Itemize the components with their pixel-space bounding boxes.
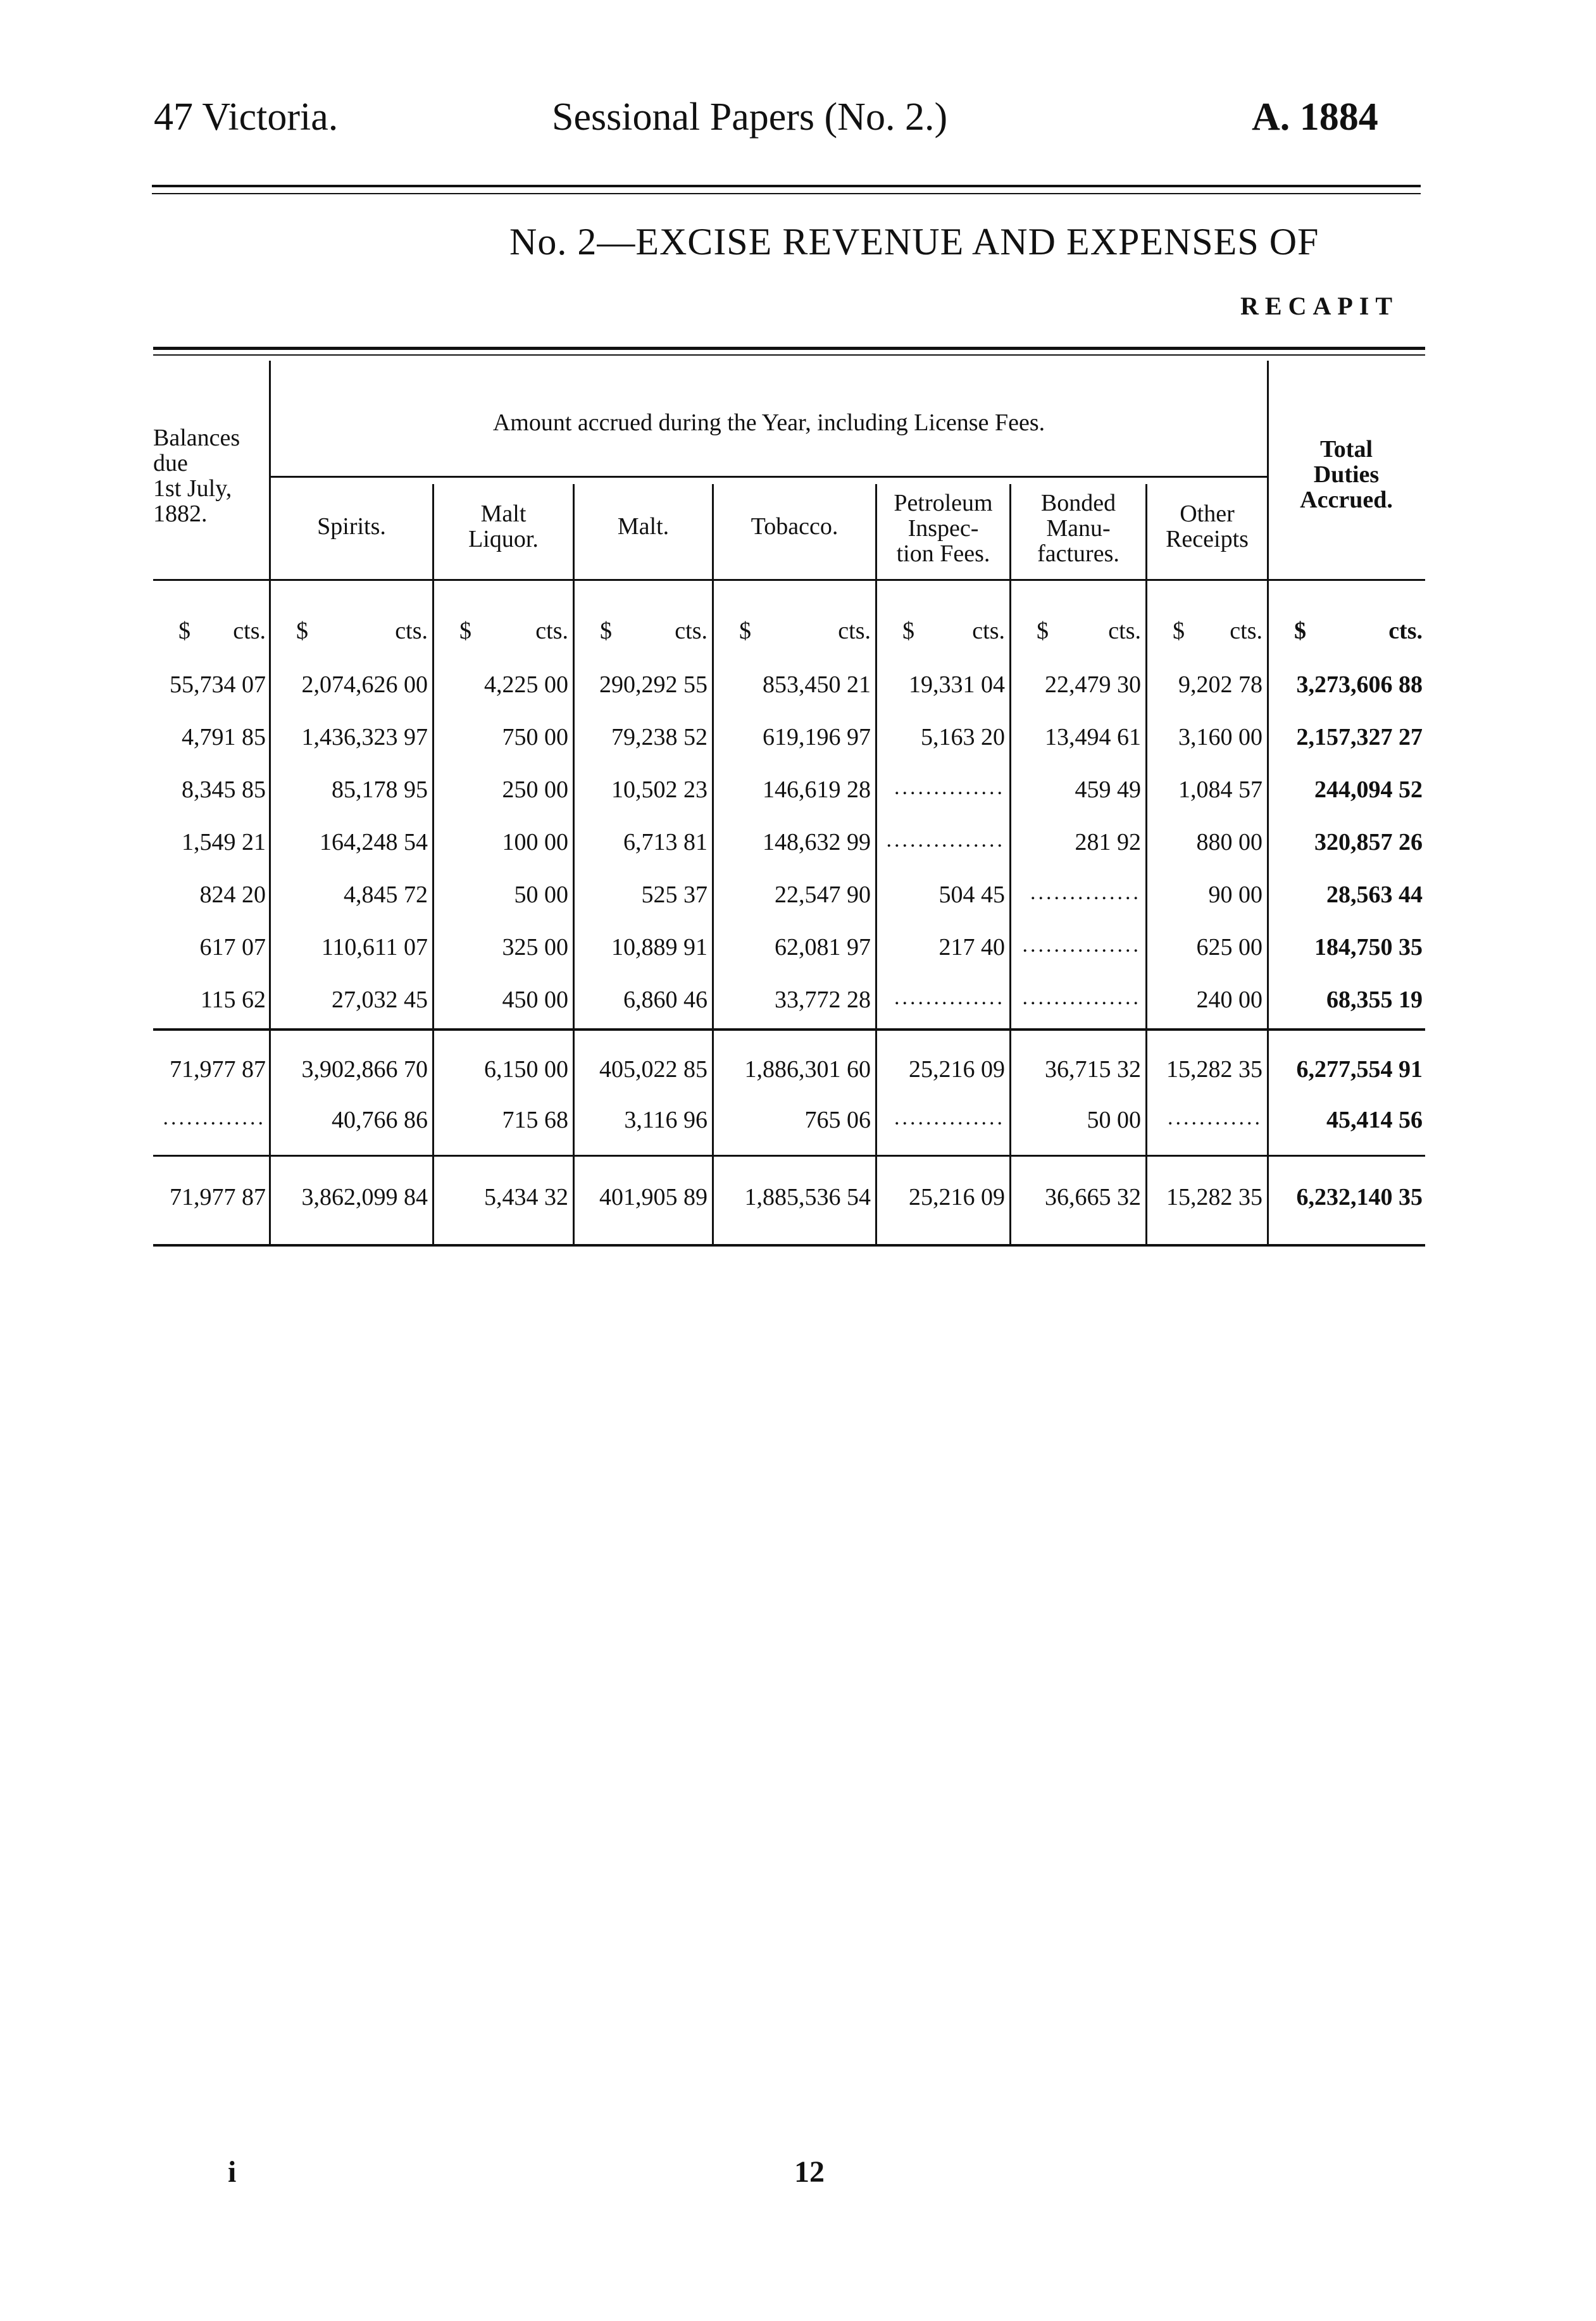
cell-balances: 8,345 85 bbox=[182, 776, 266, 803]
cell-bonded: ............... bbox=[1022, 933, 1141, 957]
cell-spirits: 85,178 95 bbox=[332, 776, 428, 803]
cell-petroleum: 217 40 bbox=[938, 934, 1005, 961]
cell-tobacco: 1,886,301 60 bbox=[744, 1056, 871, 1083]
col-header-tobacco: Tobacco. bbox=[751, 513, 839, 540]
cell-malt: 6,713 81 bbox=[623, 829, 708, 856]
cell-malt-liquor: 250 00 bbox=[502, 776, 568, 803]
cell-total: 244,094 52 bbox=[1314, 776, 1423, 803]
unit-label-petroleum bbox=[883, 617, 1005, 645]
cell-balances: 4,791 85 bbox=[182, 724, 266, 750]
header-rule-bottom bbox=[152, 193, 1421, 194]
cell-other: 880 00 bbox=[1196, 829, 1262, 856]
cell-bonded: .............. bbox=[1030, 881, 1141, 904]
unit-dollar: $ bbox=[600, 618, 612, 644]
unit-cents: cts. bbox=[535, 618, 568, 644]
cell-spirits: 3,862,099 84 bbox=[301, 1184, 428, 1210]
cell-total: 3,273,606 88 bbox=[1296, 671, 1423, 698]
unit-cents: cts. bbox=[1108, 618, 1141, 644]
table-row bbox=[0, 933, 1596, 984]
unit-label-malt-liquor bbox=[440, 617, 568, 645]
unit-label-spirits bbox=[277, 617, 428, 645]
table-title: No. 2—EXCISE REVENUE AND EXPENSES OF bbox=[509, 221, 1319, 263]
cell-tobacco: 148,632 99 bbox=[763, 829, 871, 856]
cell-malt-liquor: 50 00 bbox=[514, 881, 568, 908]
cell-bonded: ............... bbox=[1022, 986, 1141, 1009]
unit-dollar: $ bbox=[902, 618, 914, 644]
cell-malt-liquor: 450 00 bbox=[502, 986, 568, 1013]
unit-dollar: $ bbox=[459, 618, 471, 644]
cell-other: 9,202 78 bbox=[1178, 671, 1262, 698]
cell-total: 184,750 35 bbox=[1314, 934, 1423, 961]
unit-cents: cts. bbox=[395, 618, 428, 644]
cell-total: 28,563 44 bbox=[1326, 881, 1423, 908]
unit-label-balances bbox=[159, 617, 266, 645]
cell-petroleum: 25,216 09 bbox=[909, 1184, 1005, 1210]
group-header-rule bbox=[271, 476, 1267, 478]
cell-malt: 525 37 bbox=[641, 881, 708, 908]
cell-other: 625 00 bbox=[1196, 934, 1262, 961]
unit-dollar: $ bbox=[1173, 618, 1185, 644]
cell-total: 45,414 56 bbox=[1326, 1107, 1423, 1133]
cell-spirits: 2,074,626 00 bbox=[301, 671, 428, 698]
header-rule-top bbox=[152, 185, 1421, 187]
cell-malt: 79,238 52 bbox=[611, 724, 708, 750]
table-subtitle: RECAPIT bbox=[1240, 292, 1399, 320]
cell-petroleum: 19,331 04 bbox=[909, 671, 1005, 698]
cell-malt-liquor: 6,150 00 bbox=[484, 1056, 568, 1083]
total-rule bbox=[153, 1155, 1425, 1157]
cell-malt-liquor: 325 00 bbox=[502, 934, 568, 961]
cell-petroleum: .............. bbox=[894, 776, 1005, 799]
unit-cents: cts. bbox=[972, 618, 1005, 644]
cell-spirits: 164,248 54 bbox=[320, 829, 428, 856]
cell-tobacco: 146,619 28 bbox=[763, 776, 871, 803]
col-header-petroleum: Petroleum Inspec- tion Fees. bbox=[894, 490, 993, 567]
cell-balances: 1,549 21 bbox=[182, 829, 266, 856]
cell-malt-liquor: 5,434 32 bbox=[484, 1184, 568, 1210]
unit-label-other bbox=[1154, 617, 1262, 645]
cell-balances: 71,977 87 bbox=[170, 1184, 266, 1210]
cell-balances: 824 20 bbox=[199, 881, 266, 908]
cell-total: 6,232,140 35 bbox=[1296, 1184, 1423, 1210]
subtotal-rule bbox=[153, 1028, 1425, 1031]
cell-spirits: 40,766 86 bbox=[332, 1107, 428, 1133]
cell-balances: 55,734 07 bbox=[170, 671, 266, 698]
cell-bonded: 50 00 bbox=[1087, 1107, 1141, 1133]
cell-tobacco: 33,772 28 bbox=[775, 986, 871, 1013]
cell-total: 68,355 19 bbox=[1326, 986, 1423, 1013]
cell-tobacco: 1,885,536 54 bbox=[744, 1184, 871, 1210]
table-bottom-rule bbox=[153, 1244, 1425, 1247]
unit-label-tobacco bbox=[720, 617, 871, 645]
col-header-total: Total Duties Accrued. bbox=[1300, 436, 1393, 513]
cell-malt: 10,889 91 bbox=[611, 934, 708, 961]
cell-other: 240 00 bbox=[1196, 986, 1262, 1013]
cell-spirits: 1,436,323 97 bbox=[301, 724, 428, 750]
cell-malt: 10,502 23 bbox=[611, 776, 708, 803]
cell-tobacco: 22,547 90 bbox=[775, 881, 871, 908]
cell-petroleum: 504 45 bbox=[938, 881, 1005, 908]
cell-tobacco: 619,196 97 bbox=[763, 724, 871, 750]
unit-label-total bbox=[1275, 617, 1423, 645]
header-volume: 47 Victoria. bbox=[154, 96, 339, 139]
unit-cents: cts. bbox=[675, 618, 708, 644]
cell-other: 90 00 bbox=[1208, 881, 1262, 908]
cell-malt: 401,905 89 bbox=[599, 1184, 708, 1210]
column-header-rule bbox=[153, 579, 1425, 581]
cell-malt: 6,860 46 bbox=[623, 986, 708, 1013]
cell-petroleum: .............. bbox=[894, 1106, 1005, 1129]
unit-cents: cts. bbox=[1230, 618, 1262, 644]
col-header-other: Other Receipts bbox=[1166, 501, 1249, 552]
cell-balances: 115 62 bbox=[200, 986, 266, 1013]
table-row bbox=[0, 723, 1596, 774]
cell-spirits: 3,902,866 70 bbox=[301, 1056, 428, 1083]
col-header-malt-liquor: Malt Liquor. bbox=[468, 501, 539, 552]
cell-malt: 405,022 85 bbox=[599, 1056, 708, 1083]
table-row bbox=[0, 776, 1596, 826]
group-header: Amount accrued during the Year, including License Fees. bbox=[492, 409, 1045, 436]
header-sessional-papers: Sessional Papers (No. 2.) bbox=[552, 96, 948, 139]
cell-balances: ............. bbox=[163, 1106, 266, 1129]
cell-petroleum: 25,216 09 bbox=[909, 1056, 1005, 1083]
cell-total: 6,277,554 91 bbox=[1296, 1056, 1423, 1083]
cell-bonded: 281 92 bbox=[1075, 829, 1141, 856]
cell-bonded: 13,494 61 bbox=[1045, 724, 1141, 750]
unit-dollar: $ bbox=[739, 618, 751, 644]
unit-dollar: $ bbox=[1294, 618, 1306, 644]
cell-bonded: 22,479 30 bbox=[1045, 671, 1141, 698]
unit-cents: cts. bbox=[838, 618, 871, 644]
deductions-row bbox=[0, 1106, 1596, 1157]
cell-malt-liquor: 750 00 bbox=[502, 724, 568, 750]
cell-other: 15,282 35 bbox=[1166, 1184, 1262, 1210]
col-header-bonded: Bonded Manu- factures. bbox=[1037, 490, 1119, 567]
cell-bonded: 36,715 32 bbox=[1045, 1056, 1141, 1083]
subtotal-row bbox=[0, 1055, 1596, 1106]
cell-bonded: 36,665 32 bbox=[1045, 1184, 1141, 1210]
unit-cents: cts. bbox=[233, 618, 266, 644]
page-number: 12 bbox=[794, 2155, 825, 2189]
footer-mark: i bbox=[228, 2155, 237, 2189]
unit-dollar: $ bbox=[178, 618, 190, 644]
table-row bbox=[0, 881, 1596, 931]
cell-other: 3,160 00 bbox=[1178, 724, 1262, 750]
unit-dollar: $ bbox=[1037, 618, 1049, 644]
cell-spirits: 27,032 45 bbox=[332, 986, 428, 1013]
col-header-malt: Malt. bbox=[617, 513, 670, 540]
cell-malt-liquor: 715 68 bbox=[502, 1107, 568, 1133]
col-header-balances: Balances due 1st July, 1882. bbox=[153, 425, 240, 527]
cell-tobacco: 853,450 21 bbox=[763, 671, 871, 698]
cell-spirits: 4,845 72 bbox=[344, 881, 428, 908]
cell-total: 320,857 26 bbox=[1314, 829, 1423, 856]
unit-cents: cts. bbox=[1388, 618, 1423, 644]
table-row bbox=[0, 671, 1596, 721]
cell-other: 1,084 57 bbox=[1178, 776, 1262, 803]
cell-spirits: 110,611 07 bbox=[321, 934, 428, 961]
cell-malt: 3,116 96 bbox=[624, 1107, 708, 1133]
cell-balances: 617 07 bbox=[199, 934, 266, 961]
unit-label-malt bbox=[581, 617, 708, 645]
cell-total: 2,157,327 27 bbox=[1296, 724, 1423, 750]
unit-label-bonded bbox=[1018, 617, 1141, 645]
cell-other: ............ bbox=[1168, 1106, 1262, 1129]
unit-dollar: $ bbox=[296, 618, 308, 644]
cell-petroleum: ............... bbox=[886, 828, 1005, 852]
cell-malt-liquor: 100 00 bbox=[502, 829, 568, 856]
table-row bbox=[0, 828, 1596, 879]
header-year: A. 1884 bbox=[1252, 96, 1378, 139]
cell-tobacco: 62,081 97 bbox=[775, 934, 871, 961]
cell-malt: 290,292 55 bbox=[599, 671, 708, 698]
cell-tobacco: 765 06 bbox=[804, 1107, 871, 1133]
cell-bonded: 459 49 bbox=[1075, 776, 1141, 803]
total-row bbox=[0, 1183, 1596, 1234]
cell-malt-liquor: 4,225 00 bbox=[484, 671, 568, 698]
table-top-rule bbox=[153, 347, 1425, 350]
cell-petroleum: .............. bbox=[894, 986, 1005, 1009]
cell-other: 15,282 35 bbox=[1166, 1056, 1262, 1083]
cell-balances: 71,977 87 bbox=[170, 1056, 266, 1083]
cell-petroleum: 5,163 20 bbox=[921, 724, 1005, 750]
col-header-spirits: Spirits. bbox=[317, 513, 386, 540]
table-top-rule-thin bbox=[153, 354, 1425, 356]
